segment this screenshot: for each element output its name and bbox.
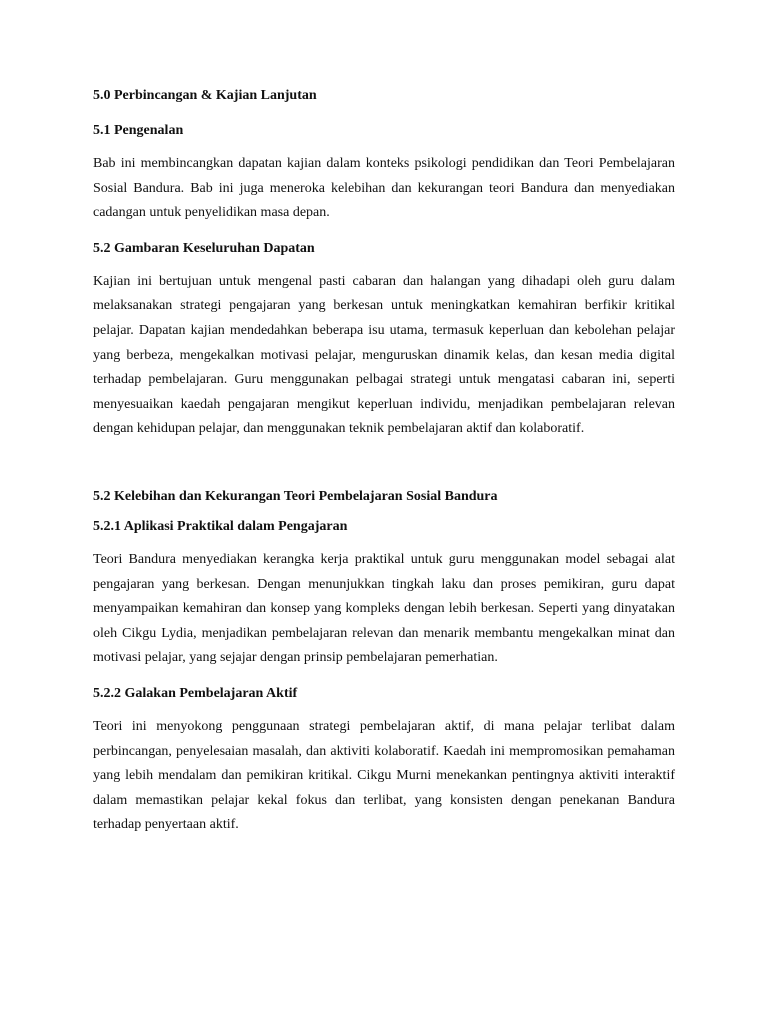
subsection-paragraph-practical: Teori Bandura menyediakan kerangka kerja praktikal untuk guru menggunakan model sebagai alat pengajaran yang berkesan. Dengan menunjukkan tingkah laku dan proses pemikiran, guru dapat menyampaikan kemahiran dan konsep yang kompleks dengan lebih berkesan. Seperti yang dinyatakan oleh Cikgu Lydia, menjadikan pembelajaran relevan dan menarik membantu mengekalkan minat dan motivasi pelajar, yang sejajar dengan prinsip pembelajaran pemerhatian. bbox=[93, 551, 675, 666]
document-page bbox=[93, 87, 675, 852]
section-paragraph-overview: Kajian ini bertujuan untuk mengenal pasti cabaran dan halangan yang dihadapi oleh guru dalam melaksanakan strategi pengajaran yang berkesan untuk meningkatkan kemahiran berfikir kritikal pelajar. Dapatan kajian mendedahkan beberapa isu utama, termasuk keperluan dan kebolehan pelajar yang berbeza, mengekalkan motivasi pelajar, menguruskan dinamik kelas, dan kesan media digital terhadap pembelajaran. Guru menggunakan pelbagai strategi untuk mengatasi cabaran ini, seperti menyesuaikan kaedah pengajaran mengikut keperluan individu, menjadikan pembelajaran relevan dengan kehidupan pelajar, dan menggunakan teknik pembelajaran aktif dan kolaboratif. bbox=[93, 273, 675, 437]
chapter-heading: 5.0 Perbincangan & Kajian Lanjutan bbox=[93, 88, 317, 103]
section-heading-overview: 5.2 Gambaran Keseluruhan Dapatan bbox=[93, 240, 315, 256]
section-paragraph-intro: Bab ini membincangkan dapatan kajian dalam konteks psikologi pendidikan dan Teori Pembelajaran Sosial Bandura. Bab ini juga meneroka kelebihan dan kekurangan teori Bandura dan menyediakan cadangan untuk penyelidikan masa depan. bbox=[93, 156, 675, 221]
subsection-heading-practical: 5.2.1 Aplikasi Praktikal dalam Pengajaran bbox=[93, 518, 348, 534]
subsection-paragraph-active: Teori ini menyokong penggunaan strategi pembelajaran aktif, di mana pelajar terlibat dalam perbincangan, penyelesaian masalah, dan aktiviti kolaboratif. Kaedah ini mempromosikan pemahaman yang lebih mendalam dan pemikiran kritikal. Cikgu Murni menekankan pentingnya aktiviti interaktif dalam memastikan pelajar kekal fokus dan terlibat, yang konsisten dengan penekanan Bandura terhadap penyertaan aktif. bbox=[93, 718, 675, 833]
section-heading-intro: 5.1 Pengenalan bbox=[93, 123, 184, 138]
subsection-heading-active: 5.2.2 Galakan Pembelajaran Aktif bbox=[93, 685, 298, 701]
section-heading-strengths: 5.2 Kelebihan dan Kekurangan Teori Pembelajaran Sosial Bandura bbox=[93, 488, 498, 504]
